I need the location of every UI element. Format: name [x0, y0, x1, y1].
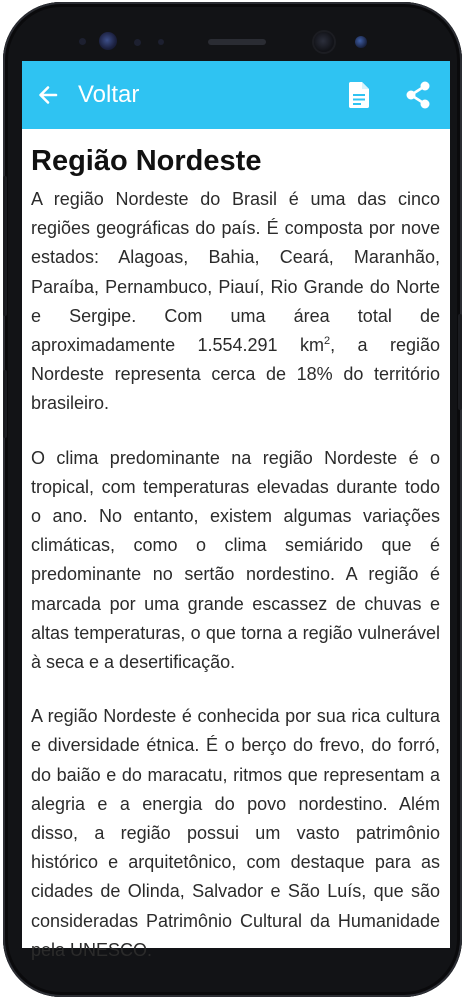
superscript: 2 [323, 335, 331, 348]
sensor-icon [79, 38, 86, 45]
back-label: Voltar [78, 81, 140, 108]
share-button[interactable] [405, 81, 431, 109]
back-button[interactable] [36, 75, 139, 115]
article-content [31, 129, 440, 990]
app-bar [22, 61, 450, 129]
sensor-icon [134, 39, 141, 46]
bottom-bezel [0, 946, 465, 1000]
document-icon [347, 96, 371, 113]
article-paragraph: O clima predominante na região Nordeste é o tropical, com temperaturas elevadas durante todo o ano. No entanto, existem algumas variações climáticas, como o clima semiárido que é predominante no sertão nordestino. A região é marcada por uma grande escassez de chuvas e altas temperaturas, o que torna a região vulnerável à seca e a desertificação. [31, 447, 440, 673]
paragraph-text: A região Nordeste do Brasil é uma das cinco regiões geográficas do país. É composta por nove estados: Alagoas, Bahia, Ceará, Maranhão, Paraíba, Pernambuco, Piauí, Rio Grande do Norte e Sergipe. Com uma área total de aproximadamente 1.554.291 km [31, 189, 440, 356]
article-title: Região Nordeste [31, 145, 262, 177]
article-paragraph: A região Nordeste é conhecida por sua rica cultura e diversidade étnica. É o berço do frevo, do forró, do baião e do maracatu, ritmos que representam a alegria e a energia do povo nordestino. Além disso, a região possui um vasto patrimônio histórico e arquitetônico, com destaque para as cidades de Olinda, Salvador e São Luís, que são consideradas Patrimônio Cultural da Humanidade pela UNESCO. [31, 706, 440, 960]
arrow-left-icon [36, 83, 60, 107]
screen [22, 61, 450, 960]
volume-down-button [3, 370, 7, 438]
camera-lens-icon [355, 36, 367, 48]
phone-frame [3, 2, 462, 997]
share-icon [405, 96, 431, 113]
document-button[interactable] [347, 81, 373, 109]
volume-up-button [3, 176, 7, 316]
earpiece-speaker [208, 39, 266, 45]
camera-lens-icon [314, 32, 334, 52]
front-camera-icon [99, 32, 117, 50]
paragraph-text: , a região Nordeste representa cerca de 18% do território brasileiro. [31, 335, 440, 414]
sensor-icon [158, 39, 164, 45]
power-button [458, 314, 462, 410]
article-paragraph [31, 185, 440, 419]
